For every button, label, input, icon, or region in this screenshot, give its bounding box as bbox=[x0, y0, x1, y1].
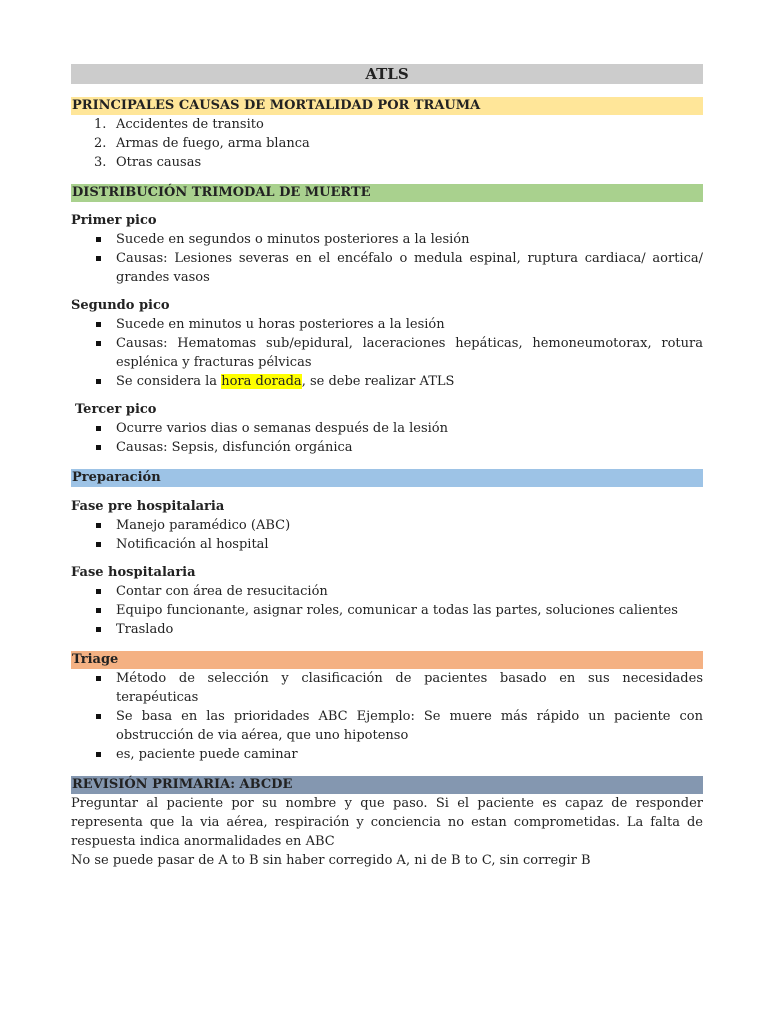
segundo-pico-list bbox=[71, 315, 703, 391]
hora-dorada-text: Se considera la hora dorada, se debe realizar ATLS bbox=[116, 374, 455, 389]
bullet-square-icon bbox=[96, 589, 101, 594]
bullet-square-icon bbox=[96, 627, 101, 632]
prehosp-list bbox=[71, 516, 703, 554]
bullet-square-icon bbox=[96, 237, 101, 242]
list-item: Método de selección y clasificación de pacientes basado en sus necesidades terapéuticas bbox=[71, 669, 703, 707]
list-item bbox=[71, 372, 703, 391]
list-item: Causas: Lesiones severas en el encéfalo o medula espinal, ruptura cardiaca/ aortica/ grandes vasos bbox=[71, 249, 703, 287]
subheading-segundo-pico: Segundo pico bbox=[71, 298, 170, 313]
section-heading-revision-primaria: REVISIÓN PRIMARIA: ABCDE bbox=[71, 776, 703, 794]
list-item: es, paciente puede caminar bbox=[71, 745, 703, 764]
section-heading-triage: Triage bbox=[71, 651, 703, 669]
list-item: 1. Accidentes de transito bbox=[94, 117, 264, 132]
tercer-pico-list bbox=[71, 419, 703, 457]
list-item: Sucede en minutos u horas posteriores a la lesión bbox=[71, 315, 703, 334]
document-page bbox=[71, 0, 703, 870]
list-item: Causas: Sepsis, disfunción orgánica bbox=[71, 438, 703, 457]
subheading-fase-hospitalaria: Fase hospitalaria bbox=[71, 565, 196, 580]
subheading-fase-pre-hospitalaria: Fase pre hospitalaria bbox=[71, 499, 225, 514]
section-heading-mortality: PRINCIPALES CAUSAS DE MORTALIDAD POR TRAUMA bbox=[71, 97, 703, 115]
list-item: 2. Armas de fuego, arma blanca bbox=[94, 136, 310, 151]
bullet-square-icon bbox=[96, 256, 101, 261]
bullet-square-icon bbox=[96, 322, 101, 327]
bullet-square-icon bbox=[96, 379, 101, 384]
section-heading-trimodal: DISTRIBUCIÓN TRIMODAL DE MUERTE bbox=[71, 184, 703, 202]
list-item: Ocurre varios dias o semanas después de la lesión bbox=[71, 419, 703, 438]
primer-pico-list bbox=[71, 230, 703, 287]
hosp-list bbox=[71, 582, 703, 639]
bullet-square-icon bbox=[96, 752, 101, 757]
list-item: 3. Otras causas bbox=[94, 155, 202, 170]
document-title: ATLS bbox=[71, 64, 703, 84]
list-item: Traslado bbox=[71, 620, 703, 639]
highlighted-phrase: hora dorada bbox=[221, 374, 302, 389]
bullet-square-icon bbox=[96, 523, 101, 528]
bullet-square-icon bbox=[96, 445, 101, 450]
bullet-square-icon bbox=[96, 676, 101, 681]
bullet-square-icon bbox=[96, 341, 101, 346]
subheading-primer-pico: Primer pico bbox=[71, 213, 157, 228]
triage-list bbox=[71, 669, 703, 764]
section-heading-preparacion: Preparación bbox=[71, 469, 703, 487]
bullet-square-icon bbox=[96, 608, 101, 613]
list-item: Se basa en las prioridades ABC Ejemplo: Se muere más rápido un paciente con obstrucción de via aérea, que uno hipotenso bbox=[71, 707, 703, 745]
mortality-list bbox=[71, 115, 703, 172]
subheading-tercer-pico: Tercer pico bbox=[75, 402, 157, 417]
list-item: Causas: Hematomas sub/epidural, laceraciones hepáticas, hemoneumotorax, rotura esplénica y fracturas pélvicas bbox=[71, 334, 703, 372]
bullet-square-icon bbox=[96, 426, 101, 431]
list-item: Notificación al hospital bbox=[71, 535, 703, 554]
bullet-square-icon bbox=[96, 542, 101, 547]
bullet-square-icon bbox=[96, 714, 101, 719]
list-item: Equipo funcionante, asignar roles, comunicar a todas las partes, soluciones calientes bbox=[71, 601, 703, 620]
list-item: Sucede en segundos o minutos posteriores a la lesión bbox=[71, 230, 703, 249]
revision-paragraph-1: Preguntar al paciente por su nombre y que paso. Si el paciente es capaz de responder representa que la via aérea, respiración y conciencia no estan comprometidas. La falta de respuesta indica anormalidades en ABC bbox=[71, 796, 703, 849]
list-item: Manejo paramédico (ABC) bbox=[71, 516, 703, 535]
list-item: Contar con área de resucitación bbox=[71, 582, 703, 601]
revision-paragraph-2: No se puede pasar de A to B sin haber corregido A, ni de B to C, sin corregir B bbox=[71, 853, 591, 868]
